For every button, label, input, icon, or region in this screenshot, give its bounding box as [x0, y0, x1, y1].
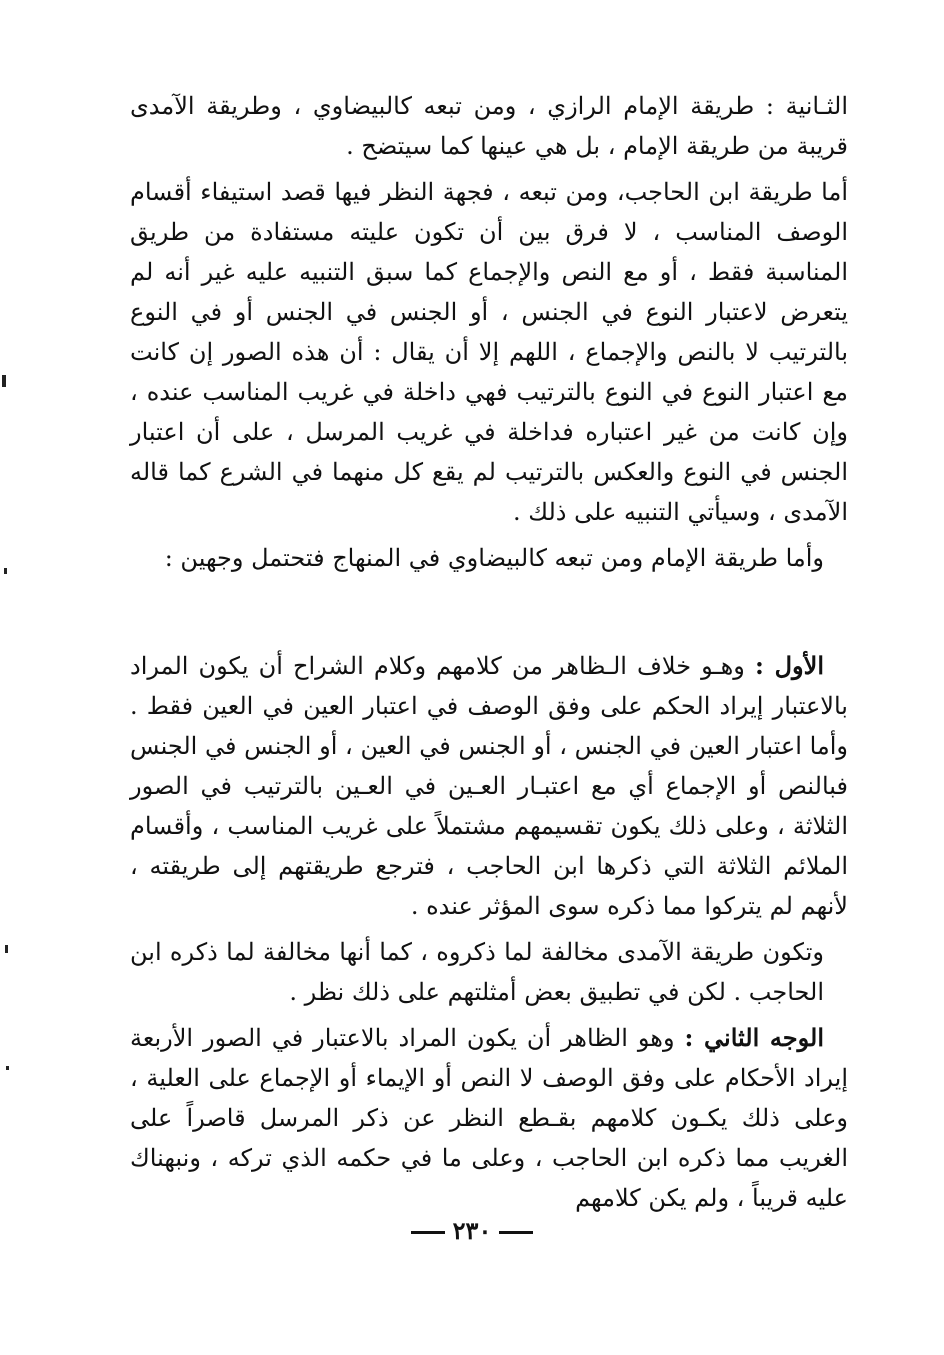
scan-edge-mark	[6, 1066, 9, 1070]
scan-edge-mark	[4, 568, 7, 574]
page-number-dash-left	[411, 1231, 445, 1234]
paragraph-1: الثـانية : طريقة الإمام الرازي ، ومن تبعه كالبيضاوي ، وطريقة الآمدى قريبة من طريقة الإمام ، بل هي عينها كما سيتضح .	[130, 92, 848, 160]
paragraph-6-text: وهو الظاهر أن يكون المراد بالاعتبار في الصور الأربعة إيراد الأحكام على وفق الوصف لا النص أو الإيماء أو الإجماع على العلية ، وعلى ذلك يكـون كلامهم بقـطع النظر عن ذكر المرسل قاصراً على الغريب مما ذكره ابن الحاجب ، وعلى ما في حكمه الذي تركه ، ونبهناك عليه قريباً ، ولم يكن كلامهم	[130, 1024, 848, 1212]
page-number-dash-right	[499, 1231, 533, 1234]
paragraph-2: أما طريقة ابن الحاجب، ومن تبعه ، فجهة النظر فيها قصد استيفاء أقسام الوصف المناسب ، لا فرق بين أن تكون عليته مستفادة من طريق المناسبة فقط ، أو مع النص والإجماع كما سبق التنبيه عليه غير أنه لم يتعرض لاعتبار النوع في الجنس ، أو الجنس في الجنس أو في النوع بالترتيب لا بالنص والإجماع ، اللهم إلا أن يقال : أن هذه الصور إن كانت مع اعتبار النوع في النوع بالترتيب فهي داخلة في غريب المناسب عنده ، وإن كانت من غير اعتباره فداخلة في غريب المرسل ، على أن اعتبار الجنس في النوع والعكس بالترتيب لم يقع كل منهما في الشرع كما قاله الآمدى ، وسيأتي التنبيه على ذلك .	[130, 178, 849, 526]
scan-edge-mark	[5, 945, 8, 953]
page-body	[130, 86, 848, 1218]
paragraph-4-text: وهـو خلاف الـظاهر من كلامهم وكلام الشراح أن يكون المراد بالاعتبار إيراد الحكم على وفق الوصف في اعتبار العين في العين فقط . وأما اعتبار العين في الجنس ، أو الجنس في العين ، أو الجنس في الجنس فبالنص أو الإجماع أي مع اعتبـار العـين في العـين بالترتيب في الصور الثلاثة ، وعلى ذلك يكون تقسيمهم مشتملاً على غريب المناسب ، وأقسام الملائم الثلاثة التي ذكرها ابن الحاجب ، فترجع طريقتهم إلى طريقته ، لأنهم لم يتركوا مما ذكره سوى المؤثر عنده .	[130, 652, 848, 920]
paragraph-6	[130, 1018, 848, 1218]
page-number	[0, 1216, 944, 1245]
paragraph-4	[130, 646, 848, 926]
scan-edge-mark	[2, 375, 6, 387]
paragraph-3: وأما طريقة الإمام ومن تبعه كالبيضاوي في المنهاج فتحتمل وجهين :	[164, 544, 824, 572]
page-number-value: ٢٣٠	[452, 1216, 492, 1245]
paragraph-4-lead: الأول :	[754, 651, 824, 680]
paragraph-5: وتكون طريقة الآمدى مخالفة لما ذكروه ، كما أنها مخالفة لما ذكره ابن الحاجب . لكن في تطبيق بعض أمثلتهم على ذلك نظر .	[130, 938, 824, 1006]
paragraph-6-lead: الوجه الثاني :	[684, 1023, 824, 1052]
